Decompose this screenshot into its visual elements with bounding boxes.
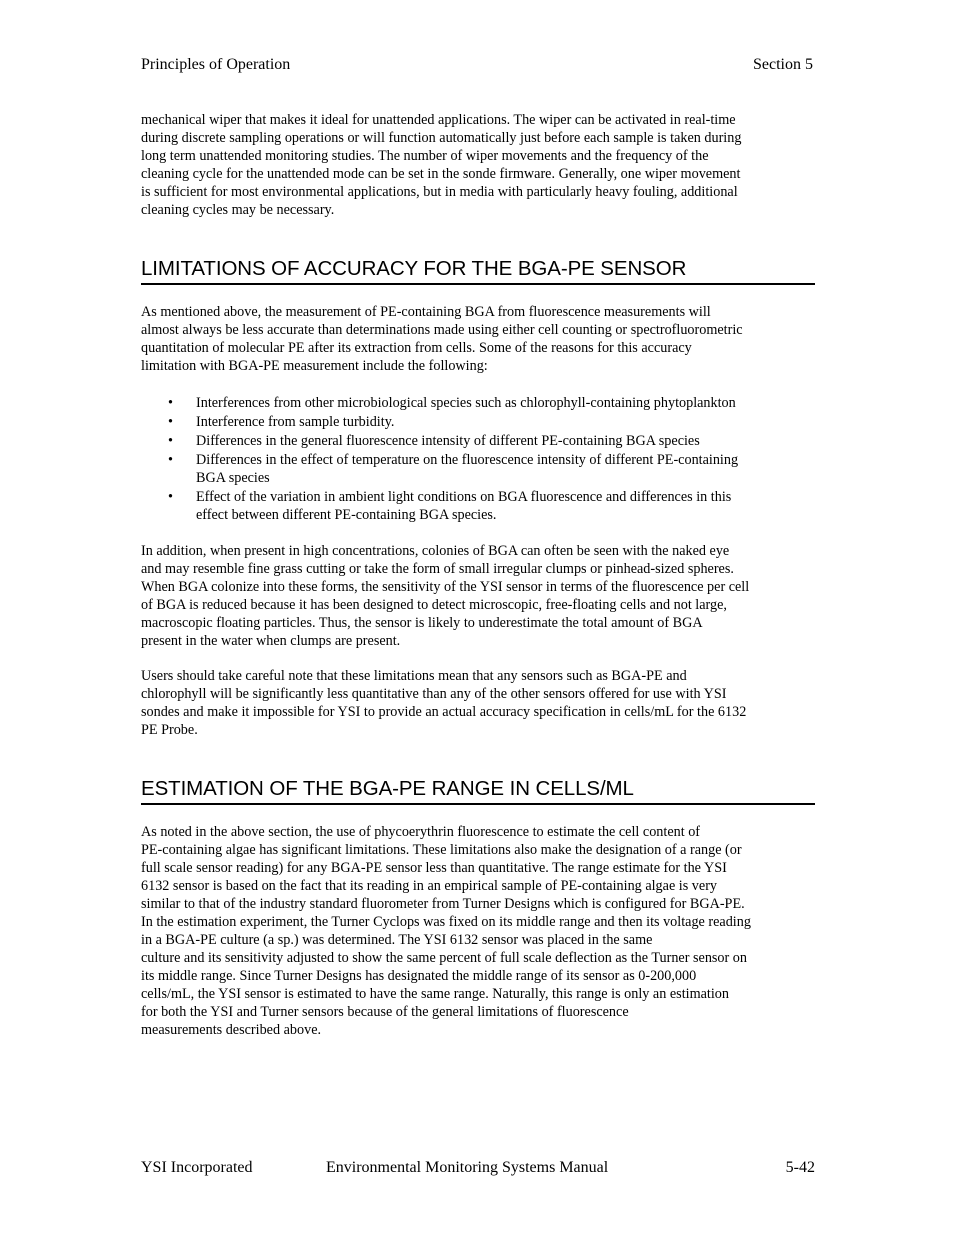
text-line: similar to that of the industry standard fluorometer from Turner Designs which is configured for BGA-PE. (141, 896, 745, 912)
text-line: When BGA colonize into these forms, the sensitivity of the YSI sensor in terms of the fluorescence per cell (141, 579, 750, 595)
text-line: macroscopic floating particles. Thus, the sensor is likely to underestimate the total amount of BGA (141, 615, 703, 631)
text-line: in a BGA-PE culture (a sp.) was determined. The YSI 6132 sensor was placed in the same (141, 932, 653, 948)
limitations-paragraph-3 (141, 667, 815, 739)
text-line: of BGA is reduced because it has been designed to detect microscopic, free-floating cells and not large, (141, 597, 727, 613)
limitations-paragraph-1 (141, 303, 815, 375)
text-line: full scale sensor reading) for any BGA-PE sensor less than quantitative. The range estimate for the YSI (141, 860, 727, 876)
footer-page-number: 5-42 (785, 1159, 815, 1176)
footer-company: YSI Incorporated (141, 1159, 253, 1176)
list-item (141, 394, 815, 412)
bullet-icon: • (168, 489, 173, 505)
header-section: Section 5 (753, 56, 813, 73)
text-line: sondes and make it impossible for YSI to provide an actual accuracy specification in cells/mL for the 6132 (141, 704, 747, 720)
text-line: is sufficient for most environmental applications, but in media with particularly heavy fouling, additional (141, 184, 738, 200)
list-item-text: Interferences from other microbiological species such as chlorophyll-containing phytoplankton (196, 395, 736, 411)
section-heading-range-estimation: ESTIMATION OF THE BGA-PE RANGE IN CELLS/ML (141, 776, 815, 805)
range-paragraph (141, 823, 815, 1039)
text-line: Users should take careful note that these limitations mean that any sensors such as BGA-PE and (141, 668, 687, 684)
text-line: culture and its sensitivity adjusted to show the same percent of full scale deflection as the Turner sensor on (141, 950, 747, 966)
page-header (141, 56, 813, 74)
section-heading-limitations: LIMITATIONS OF ACCURACY FOR THE BGA-PE SENSOR (141, 256, 815, 285)
text-line: and may resemble fine grass cutting or take the form of small irregular clumps or pinhead-sized spheres. (141, 561, 734, 577)
intro-paragraph (141, 111, 815, 219)
text-line: PE-containing algae has significant limitations. These limitations also make the designation of a range (or (141, 842, 742, 858)
text-line: measurements described above. (141, 1022, 322, 1038)
limitations-bullet-list (141, 394, 815, 525)
text-line: quantitation of molecular PE after its extraction from cells. Some of the reasons for this accuracy (141, 340, 692, 356)
bullet-icon: • (168, 433, 173, 449)
text-line: for both the YSI and Turner sensors because of the general limitations of fluorescence (141, 1004, 629, 1020)
text-line: its middle range. Since Turner Designs has designated the middle range of its sensor as 0-200,000 (141, 968, 697, 984)
limitations-paragraph-2 (141, 542, 815, 650)
list-item-text: Effect of the variation in ambient light conditions on BGA fluorescence and differences in this (196, 489, 732, 505)
text-line: 6132 sensor is based on the fact that its reading in an empirical sample of PE-containing algae is very (141, 878, 718, 894)
text-line: present in the water when clumps are present. (141, 633, 401, 649)
list-item-text: Interference from sample turbidity. (196, 414, 395, 430)
text-line: In the estimation experiment, the Turner Cyclops was fixed on its middle range and then its voltage reading (141, 914, 751, 930)
bullet-icon: • (168, 414, 173, 430)
list-item-text: effect between different PE-containing BGA species. (196, 507, 497, 523)
text-line: during discrete sampling operations or will function automatically just before each sample is taken during (141, 130, 742, 146)
bullet-icon: • (168, 452, 173, 468)
text-line: chlorophyll will be significantly less quantitative than any of the other sensors offered for use with YSI (141, 686, 727, 702)
text-line: PE Probe. (141, 722, 198, 738)
text-line: As mentioned above, the measurement of PE-containing BGA from fluorescence measurements will (141, 304, 711, 320)
list-item (141, 413, 815, 431)
text-line: long term unattended monitoring studies. The number of wiper movements and the frequency of the (141, 148, 709, 164)
text-line: limitation with BGA-PE measurement include the following: (141, 358, 488, 374)
text-line: cleaning cycles may be necessary. (141, 202, 335, 218)
list-item-text: BGA species (196, 470, 270, 486)
footer-manual-title: Environmental Monitoring Systems Manual (326, 1159, 609, 1176)
bullet-icon: • (168, 395, 173, 411)
list-item (141, 488, 815, 524)
text-line: cells/mL, the YSI sensor is estimated to have the same range. Naturally, this range is only an estimation (141, 986, 729, 1002)
header-title: Principles of Operation (141, 56, 291, 73)
text-line: As noted in the above section, the use of phycoerythrin fluorescence to estimate the cell content of (141, 824, 701, 840)
text-line: mechanical wiper that makes it ideal for unattended applications. The wiper can be activated in real-time (141, 112, 736, 128)
text-line: In addition, when present in high concentrations, colonies of BGA can often be seen with the naked eye (141, 543, 730, 559)
text-line: cleaning cycle for the unattended mode can be set in the sonde firmware. Generally, one wiper movement (141, 166, 741, 182)
list-item (141, 432, 815, 450)
list-item-text: Differences in the effect of temperature on the fluorescence intensity of different PE-containing (196, 452, 739, 468)
list-item-text: Differences in the general fluorescence intensity of different PE-containing BGA species (196, 433, 700, 449)
list-item (141, 451, 815, 487)
text-line: almost always be less accurate than determinations made using either cell counting or spectrofluorometric (141, 322, 743, 338)
